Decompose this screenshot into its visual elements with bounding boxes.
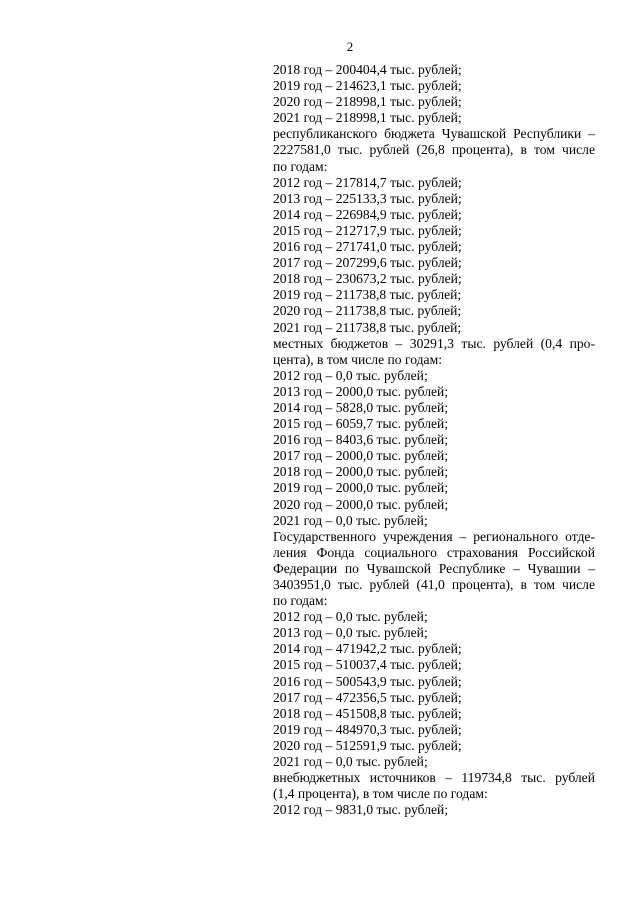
text-line: 2014 год – 471942,2 тыс. рублей; (273, 641, 462, 657)
text-line: внебюджетных источников – 119734,8 тыс. рублей (273, 770, 595, 786)
text-line: 2019 год – 211738,8 тыс. рублей; (273, 287, 462, 303)
text-line: 2012 год – 217814,7 тыс. рублей; (273, 174, 462, 190)
text-line: местных бюджетов – 30291,3 тыс. рублей (0,4 про- (273, 335, 595, 351)
text-line: 2016 год – 8403,6 тыс. рублей; (273, 432, 449, 448)
text-line: 2016 год – 500543,9 тыс. рублей; (273, 673, 462, 689)
text-line: 2012 год – 9831,0 тыс. рублей; (273, 802, 449, 818)
text-line: 3403951,0 тыс. рублей (41,0 процента), в том числе (273, 577, 595, 592)
text-line: 2227581,0 тыс. рублей (26,8 процента), в том числе (273, 142, 595, 158)
text-line: Государственного учреждения – регионального отде- (273, 528, 595, 544)
text-line: 2012 год – 0,0 тыс. рублей; (273, 609, 428, 625)
text-line: 2019 год – 214623,1 тыс. рублей; (273, 78, 462, 94)
text-line: 2016 год – 271741,0 тыс. рублей; (273, 239, 462, 255)
text-line: 2012 год – 0,0 тыс. рублей; (273, 367, 428, 383)
text-line: 2017 год – 2000,0 тыс. рублей; (273, 448, 449, 464)
text-line: 2014 год – 226984,9 тыс. рублей; (273, 206, 462, 222)
text-line: 2020 год – 512591,9 тыс. рублей; (273, 737, 462, 753)
text-line: 2018 год – 451508,8 тыс. рублей; (273, 705, 462, 721)
text-line: 2019 год – 2000,0 тыс. рублей; (273, 480, 449, 496)
page-number: 2 (346, 39, 354, 54)
text-line: 2015 год – 212717,9 тыс. рублей; (273, 222, 462, 238)
text-line: 2014 год – 5828,0 тыс. рублей; (273, 399, 449, 415)
text-line: республиканского бюджета Чувашской Республики – (273, 126, 595, 142)
text-line: 2013 год – 0,0 тыс. рублей; (273, 625, 428, 641)
text-line: 2017 год – 207299,6 тыс. рублей; (273, 255, 462, 271)
text-line: Федерации по Чувашской Республике – Чувашии – (273, 560, 595, 576)
text-line: 2021 год – 0,0 тыс. рублей; (273, 754, 428, 770)
text-line: (1,4 процента), в том числе по годам: (273, 786, 488, 802)
text-line: 2017 год – 472356,5 тыс. рублей; (273, 689, 462, 705)
text-line: 2018 год – 2000,0 тыс. рублей; (273, 464, 449, 480)
text-line: 2019 год – 484970,3 тыс. рублей; (273, 721, 462, 737)
text-line: 2015 год – 6059,7 тыс. рублей; (273, 416, 449, 432)
text-line: 2020 год – 211738,8 тыс. рублей; (273, 303, 462, 319)
text-line: 2021 год – 0,0 тыс. рублей; (273, 512, 428, 528)
text-line: 2021 год – 218998,1 тыс. рублей; (273, 110, 462, 126)
text-line: 2013 год – 2000,0 тыс. рублей; (273, 383, 449, 399)
text-line: 2018 год – 200404,4 тыс. рублей; (273, 62, 462, 77)
text-line: 2018 год – 230673,2 тыс. рублей; (273, 271, 462, 287)
text-line: по годам: (273, 158, 328, 174)
document-body (273, 62, 595, 818)
text-line: 2013 год – 225133,3 тыс. рублей; (273, 190, 462, 206)
text-line: 2020 год – 2000,0 тыс. рублей; (273, 496, 449, 512)
text-line: по годам: (273, 593, 328, 609)
text-line: цента), в том числе по годам: (273, 351, 442, 367)
text-line: 2020 год – 218998,1 тыс. рублей; (273, 94, 462, 110)
text-line: 2021 год – 211738,8 тыс. рублей; (273, 319, 462, 335)
text-line: 2015 год – 510037,4 тыс. рублей; (273, 657, 462, 673)
text-line: ления Фонда социального страхования Российской (273, 544, 595, 560)
